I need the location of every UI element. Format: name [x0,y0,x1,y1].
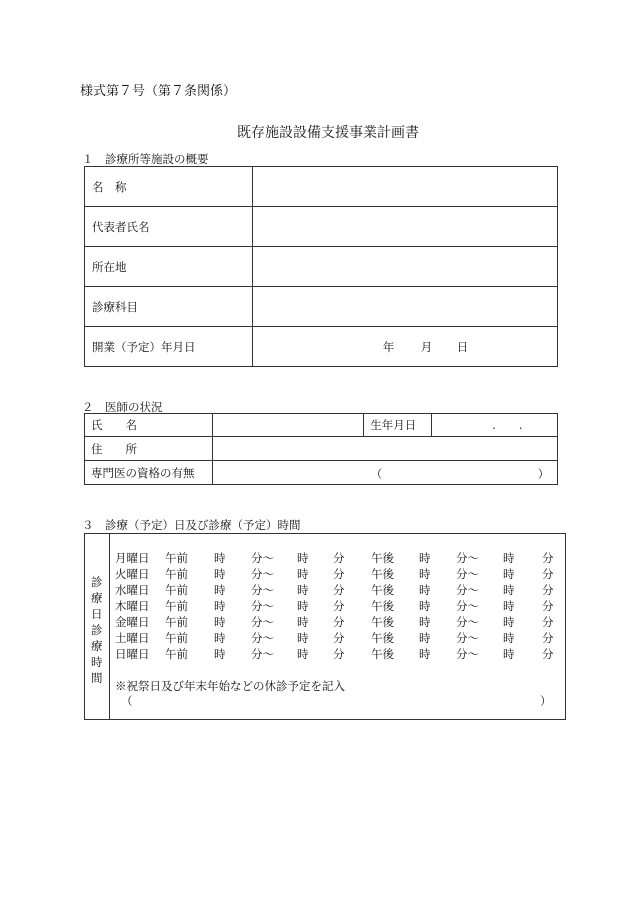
minute-label: 分 [333,631,345,645]
am-label: 午前 [165,599,188,613]
hour-label: 時 [297,647,309,661]
document-title: 既存施設設備支援事業計画書 [237,125,419,141]
minute-tilde-label: 分～ [251,567,274,581]
hour-label: 時 [214,551,226,565]
physician-table [84,413,558,485]
minute-label: 分 [333,551,345,565]
minute-tilde-label: 分～ [456,631,479,645]
vertical-char: 診 [91,575,103,589]
birthdate-separators: . . [492,418,523,432]
minute-label: 分 [542,631,554,645]
hour-label: 時 [503,583,515,597]
hour-label: 時 [214,647,226,661]
doctor-address-label: 住 所 [85,437,213,461]
vertical-char: 療 [91,591,103,605]
location-field[interactable] [252,247,557,287]
hour-label: 時 [297,599,309,613]
hour-label: 時 [419,583,431,597]
opening-date-field[interactable] [252,327,557,367]
departments-label: 診療科目 [85,287,253,327]
minute-tilde-label: 分～ [456,583,479,597]
minute-label: 分 [542,615,554,629]
section3-heading: ３ 診療（予定）日及び診療（予定）時間 [82,518,301,532]
facility-overview-table [84,166,558,367]
minute-tilde-label: 分～ [456,567,479,581]
table-row [85,461,558,485]
representative-field[interactable] [252,207,557,247]
location-label: 所在地 [85,247,253,287]
specialist-label: 専門医の資格の有無 [85,461,213,485]
hour-label: 時 [419,599,431,613]
minute-label: 分 [542,583,554,597]
minute-label: 分 [542,567,554,581]
section1-heading: １ 診療所等施設の概要 [82,152,209,166]
hour-label: 時 [297,631,309,645]
opening-date-label: 開業（予定）年月日 [85,327,253,367]
facility-name-label: 名 称 [85,167,253,207]
day-label: 月曜日 [115,551,150,565]
vertical-char: 間 [91,671,103,685]
am-label: 午前 [165,615,188,629]
vertical-char: 診 [91,623,103,637]
minute-tilde-label: 分～ [251,551,274,565]
day-label: 火曜日 [115,567,150,581]
minute-tilde-label: 分～ [456,647,479,661]
minute-label: 分 [542,599,554,613]
hour-label: 時 [419,615,431,629]
birthdate-field[interactable] [432,414,558,437]
form-number: 様式第７号（第７条関係） [80,84,237,99]
am-label: 午前 [165,551,188,565]
hour-label: 時 [503,599,515,613]
schedule-row [85,582,567,598]
schedule-row [85,630,567,646]
minute-label: 分 [333,567,345,581]
hour-label: 時 [214,583,226,597]
schedule-row [85,614,567,630]
departments-field[interactable] [252,287,557,327]
section2-heading: ２ 医師の状況 [82,400,163,414]
minute-tilde-label: 分～ [251,599,274,613]
minute-label: 分 [542,551,554,565]
vertical-char: 日 [91,607,103,621]
am-label: 午前 [165,647,188,661]
table-row [85,414,558,437]
pm-label: 午後 [371,647,394,661]
schedule-row [85,550,567,566]
hour-label: 時 [297,583,309,597]
day-label: 木曜日 [115,599,150,613]
day-label: 日曜日 [115,647,150,661]
minute-label: 分 [333,599,345,613]
facility-name-field[interactable] [252,167,557,207]
specialist-paren-close: ） [537,467,550,481]
minute-tilde-label: 分～ [251,583,274,597]
hour-label: 時 [297,551,309,565]
pm-label: 午後 [371,631,394,645]
pm-label: 午後 [371,567,394,581]
year-label: 年 [382,340,395,354]
holiday-paren-open: （ [121,694,133,708]
doctor-name-field[interactable] [212,414,364,437]
minute-tilde-label: 分～ [456,615,479,629]
minute-tilde-label: 分～ [251,647,274,661]
hour-label: 時 [503,567,515,581]
am-label: 午前 [165,567,188,581]
hour-label: 時 [214,615,226,629]
day-label: 金曜日 [115,615,150,629]
birthdate-label: 生年月日 [364,414,432,437]
minute-label: 分 [333,583,345,597]
schedule-row [85,566,567,582]
schedule-row [85,598,567,614]
holiday-note: ※祝祭日及び年末年始などの休診予定を記入 [115,679,345,693]
holiday-paren-close: ） [540,694,552,708]
minute-tilde-label: 分～ [456,551,479,565]
hour-label: 時 [297,567,309,581]
hour-label: 時 [214,567,226,581]
hour-label: 時 [297,615,309,629]
hour-label: 時 [419,647,431,661]
pm-label: 午後 [371,583,394,597]
hour-label: 時 [419,567,431,581]
schedule-box [84,533,566,720]
table-row [85,287,558,327]
minute-tilde-label: 分～ [456,599,479,613]
am-label: 午前 [165,631,188,645]
hour-label: 時 [214,631,226,645]
minute-label: 分 [333,647,345,661]
doctor-name-label: 氏 名 [85,414,213,437]
hour-label: 時 [503,551,515,565]
doctor-address-field[interactable] [212,437,557,461]
minute-label: 分 [542,647,554,661]
day-label: 土曜日 [115,631,150,645]
schedule-row [85,646,567,662]
minute-label: 分 [333,615,345,629]
day-label: 日 [456,340,469,354]
specialist-paren-open: （ [370,467,383,481]
pm-label: 午後 [371,551,394,565]
table-row [85,327,558,367]
table-row [85,207,558,247]
representative-label: 代表者氏名 [85,207,253,247]
vertical-char: 時 [91,655,103,669]
month-label: 月 [420,340,433,354]
vertical-char: 療 [91,639,103,653]
pm-label: 午後 [371,615,394,629]
table-row [85,437,558,461]
hour-label: 時 [419,631,431,645]
table-row [85,247,558,287]
day-label: 水曜日 [115,583,150,597]
pm-label: 午後 [371,599,394,613]
hour-label: 時 [214,599,226,613]
am-label: 午前 [165,583,188,597]
minute-tilde-label: 分～ [251,615,274,629]
specialist-field[interactable] [212,461,557,485]
minute-tilde-label: 分～ [251,631,274,645]
hour-label: 時 [503,631,515,645]
table-row [85,167,558,207]
hour-label: 時 [503,615,515,629]
hour-label: 時 [419,551,431,565]
hour-label: 時 [503,647,515,661]
